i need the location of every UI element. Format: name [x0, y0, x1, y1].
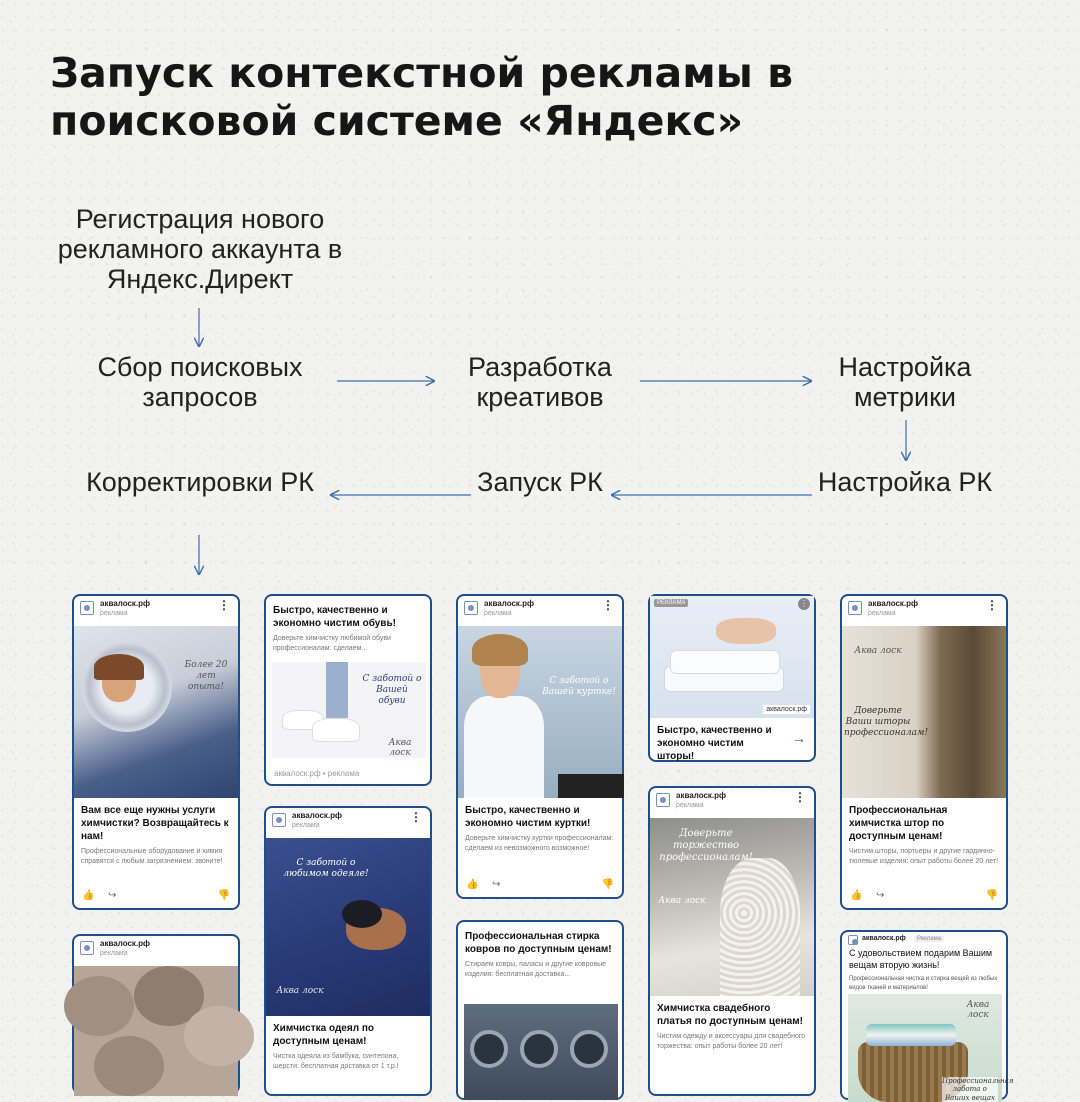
ad-card-7[interactable]: [456, 920, 624, 1100]
card-image: [74, 626, 238, 798]
card-header: [650, 788, 814, 818]
brand-mark: Аква лоск: [276, 986, 324, 996]
ad-card-8[interactable]: [648, 786, 816, 1096]
ad-card-3[interactable]: [456, 594, 624, 899]
card-title: Быстро, качественно и экономно чистим шторы!: [657, 725, 772, 762]
card-image: [464, 1004, 618, 1100]
card-header: [842, 596, 1006, 626]
brand-mark: Аква лоск: [658, 896, 706, 906]
card-header: [266, 808, 430, 838]
ad-card-6[interactable]: [264, 806, 432, 1096]
card-image: [842, 626, 1006, 798]
like-icon[interactable]: 👍: [850, 890, 863, 901]
card-image: [458, 626, 622, 798]
card-brand: аквалоск.рф: [292, 811, 343, 820]
card-image: [650, 818, 814, 996]
card-desc: Чистим шторы, портьеры и другие гардинно-тюлевые изделия: опыт работы более 20 лет!: [849, 848, 999, 865]
card-sub: реклама: [100, 950, 128, 957]
ad-card-5[interactable]: [840, 594, 1008, 910]
card-image: [74, 966, 238, 1096]
card-footer: [842, 890, 1006, 904]
brand-logo-icon: [80, 941, 94, 955]
card-brand: аквалоск.рф: [100, 939, 151, 948]
card-header: [458, 596, 622, 626]
step-creatives: Разработка креативов: [468, 352, 612, 413]
more-icon[interactable]: ⋮: [800, 599, 808, 608]
card-image: [848, 994, 1014, 1102]
card-header: [74, 936, 238, 966]
ad-card-10[interactable]: [840, 930, 1014, 1102]
card-header: [74, 596, 238, 626]
more-icon[interactable]: ⋮: [986, 598, 998, 612]
brand-mark: Аква лоск: [966, 1000, 990, 1020]
card-sub: реклама: [484, 610, 512, 617]
card-brand: аквалоск.рф: [868, 599, 919, 608]
card-image: [650, 596, 814, 718]
like-icon[interactable]: 👍: [466, 879, 479, 890]
card-overlay-text: Доверьте торжество профессионалам!: [659, 828, 753, 863]
brand-logo-icon: [848, 935, 858, 945]
card-desc: Доверьте химчистку куртки профессионалам: сделаем из невозможного возможное!: [465, 835, 614, 852]
step-queries: Сбор поисковых запросов: [97, 352, 303, 413]
share-icon[interactable]: ↪: [876, 890, 885, 901]
card-desc: Чистим одежду и аксессуары для свадебного торжества: опыт работы более 20 лет!: [657, 1033, 806, 1050]
share-icon[interactable]: ↪: [492, 879, 501, 890]
card-image: [266, 838, 430, 1016]
step-launch-rk: Запуск РК: [477, 467, 603, 497]
ad-badge: Реклама: [914, 936, 944, 942]
card-header: [842, 932, 1006, 948]
card-overlay-text: Доверьте Ваши шторы профессионалам!: [844, 706, 929, 738]
brand-mark: Аква лоск: [388, 738, 412, 758]
card-brand: аквалоск.рф: [862, 935, 906, 942]
card-overlay-text: С заботой о Вашей куртке!: [542, 676, 616, 697]
brand-logo-icon: [656, 793, 670, 807]
card-title: Профессиональная стирка ковров по доступным ценам!: [465, 931, 612, 955]
card-title: Профессиональная химчистка штор по доступным ценам!: [849, 805, 948, 842]
image-watermark: аквалоск.рф: [763, 705, 810, 714]
card-sub: реклама: [292, 822, 320, 829]
more-icon[interactable]: ⋮: [794, 790, 806, 804]
step-setup-rk: Настройка РК: [817, 467, 993, 497]
card-brand: аквалоск.рф: [100, 599, 151, 608]
card-overlay-text: Более 20 лет опыта!: [184, 660, 228, 692]
card-desc: Чистка одеяла из бамбука, синтепона, шерсти: бесплатная доставка от 1 т.р.!: [273, 1053, 399, 1070]
brand-logo-icon: [848, 601, 862, 615]
arrow-right-icon[interactable]: →: [792, 730, 806, 746]
brand-mark: Аква лоск: [854, 646, 902, 656]
card-footer-text: аквалоск.рф • реклама: [274, 769, 360, 778]
more-icon[interactable]: ⋮: [602, 598, 614, 612]
dislike-icon[interactable]: 👎: [601, 879, 614, 890]
ad-card-9[interactable]: [72, 934, 240, 1094]
card-desc: Профессиональные оборудование и химия справятся с любым загрязнением: звоните!: [81, 848, 223, 865]
dislike-icon[interactable]: 👎: [217, 890, 230, 901]
brand-logo-icon: [464, 601, 478, 615]
brand-logo-icon: [272, 813, 286, 827]
more-icon[interactable]: ⋮: [218, 598, 230, 612]
step-registration: Регистрация нового рекламного аккаунта в Яндекс.Директ: [57, 204, 343, 295]
card-desc: Профессиональная чистка и стирка вещей из любых видов тканей и материалов!: [849, 976, 998, 991]
page-title: Запуск контекстной рекламы в поисковой системе «Яндекс»: [50, 49, 794, 145]
dislike-icon[interactable]: 👎: [985, 890, 998, 901]
brand-logo-icon: [80, 601, 94, 615]
card-title: Химчистка одеял по доступным ценам!: [273, 1023, 374, 1047]
card-overlay-text: С заботой о любимом одеяле!: [283, 858, 369, 879]
share-icon[interactable]: ↪: [108, 890, 117, 901]
card-desc: Доверьте химчистку любимой обуви профессионалам: сделаем...: [273, 635, 391, 652]
card-sub: реклама: [676, 802, 704, 809]
card-brand: аквалоск.рф: [484, 599, 535, 608]
card-brand: аквалоск.рф: [676, 791, 727, 800]
card-overlay-text: С заботой о Вашей обуви: [362, 674, 422, 706]
more-icon[interactable]: ⋮: [410, 810, 422, 824]
card-sub: реклама: [868, 610, 896, 617]
ad-card-2[interactable]: [264, 594, 432, 786]
card-title: Химчистка свадебного платья по доступным ценам!: [657, 1003, 803, 1027]
card-footer: [74, 890, 238, 904]
card-title: Вам все еще нужны услуги химчистки? Возвращайтесь к нам!: [81, 805, 229, 842]
card-footer: [458, 879, 622, 893]
card-title: Быстро, качественно и экономно чистим обувь!: [273, 605, 396, 629]
ad-badge: РЕКЛАМА: [654, 599, 688, 607]
step-adjust-rk: Корректировки РК: [86, 467, 314, 497]
card-title: С удовольствием подарим Вашим вещам вторую жизнь!: [849, 948, 993, 970]
ad-card-1[interactable]: [72, 594, 240, 910]
step-metrics: Настройка метрики: [838, 352, 972, 413]
card-title: Быстро, качественно и экономно чистим куртки!: [465, 805, 591, 829]
card-overlay-text: Профессиональная забота о Ваших вещах: [942, 1076, 1014, 1102]
ad-card-4[interactable]: [648, 594, 816, 762]
card-desc: Стираем ковры, паласы и другие ковровые изделия: бесплатная доставка...: [465, 961, 607, 978]
card-image: [272, 662, 426, 758]
like-icon[interactable]: 👍: [82, 890, 95, 901]
card-sub: реклама: [100, 610, 128, 617]
